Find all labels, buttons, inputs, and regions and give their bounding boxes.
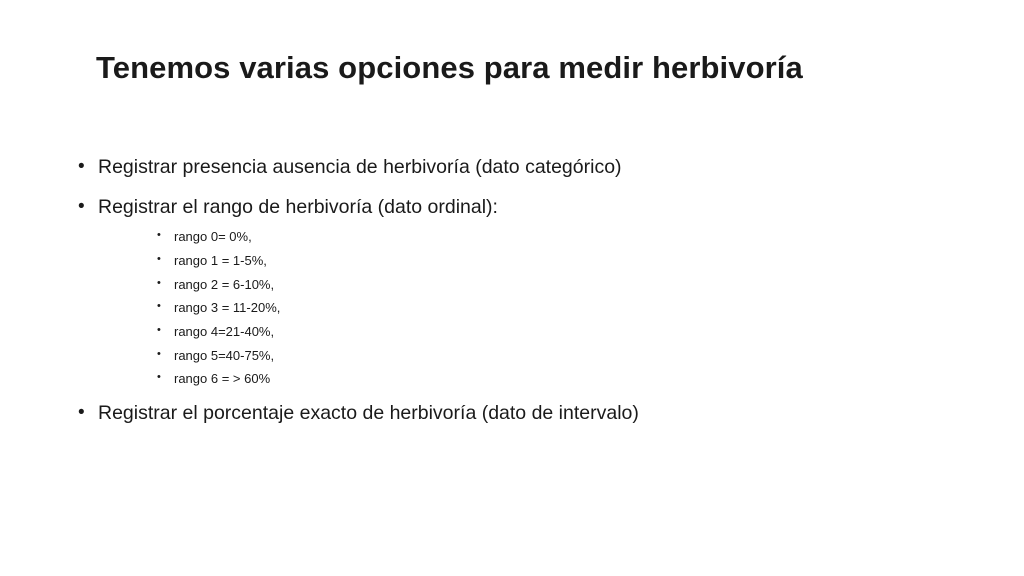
bullet-dot-icon: •: [157, 324, 161, 336]
bullet-dot-icon: •: [78, 402, 85, 423]
bullet-dot-icon: •: [157, 229, 161, 241]
bullet-dot-icon: •: [157, 300, 161, 312]
bullet-text: Registrar el porcentaje exacto de herbivoría (dato de intervalo): [98, 402, 639, 424]
sub-bullet-text: rango 4=21-40%,: [174, 324, 275, 339]
bullet-dot-icon: •: [157, 371, 161, 383]
bullet-text: Registrar el rango de herbivoría (dato ordinal):: [98, 196, 498, 218]
sub-bullet-rango-2: [157, 277, 275, 292]
sub-bullet-text: rango 3 = 11-20%,: [174, 300, 281, 315]
sub-bullet-text: rango 2 = 6-10%,: [174, 277, 275, 292]
bullet-item-range: [78, 196, 498, 219]
sub-bullet-rango-1: [157, 253, 267, 268]
sub-bullet-text: rango 5=40-75%,: [174, 348, 275, 363]
sub-bullet-text: rango 6 = > 60%: [174, 371, 271, 386]
bullet-dot-icon: •: [78, 156, 85, 177]
sub-bullet-rango-3: [157, 300, 281, 315]
bullet-item-presence: [78, 156, 622, 179]
bullet-item-percentage: [78, 402, 639, 425]
sub-bullet-rango-6: [157, 371, 271, 386]
bullet-dot-icon: •: [157, 348, 161, 360]
sub-bullet-rango-0: [157, 229, 252, 244]
slide-title: Tenemos varias opciones para medir herbivoría: [96, 50, 803, 85]
bullet-dot-icon: •: [157, 277, 161, 289]
sub-bullet-text: rango 0= 0%,: [174, 229, 252, 244]
bullet-dot-icon: •: [78, 196, 85, 217]
bullet-dot-icon: •: [157, 253, 161, 265]
sub-bullet-rango-5: [157, 348, 275, 363]
sub-bullet-text: rango 1 = 1-5%,: [174, 253, 267, 268]
sub-bullet-rango-4: [157, 324, 275, 339]
bullet-text: Registrar presencia ausencia de herbivoría (dato categórico): [98, 156, 622, 178]
